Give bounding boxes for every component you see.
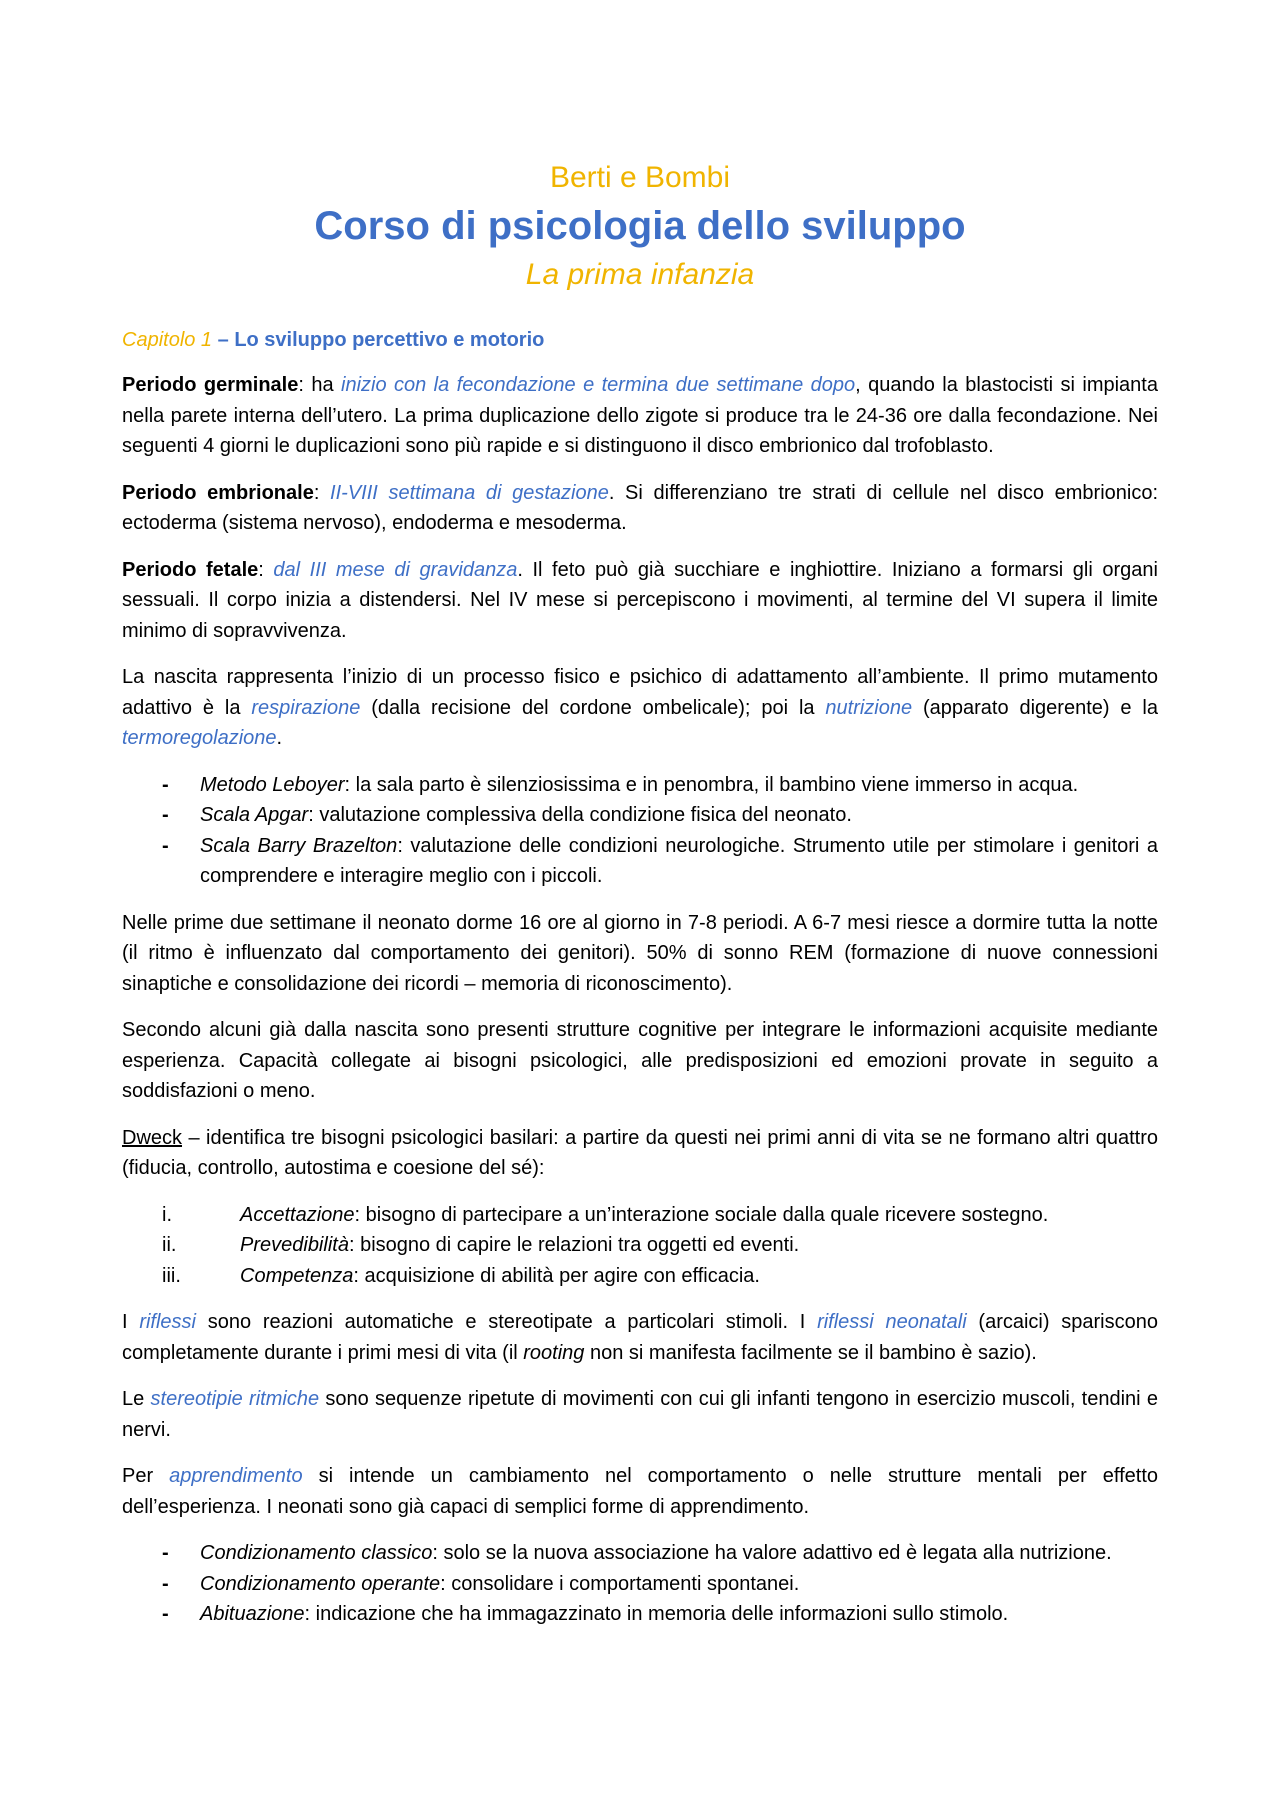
list-marker: - [162,834,169,857]
list-methods [122,770,1158,892]
page-subtitle: La prima infanzia [525,258,755,291]
term: Condizionamento classico [200,1542,433,1564]
paragraph-sleep: Nelle prime due settimane il neonato dorme 16 ore al giorno in 7-8 periodi. A 6-7 mesi riesce a dormire tutta la notte (il ritmo è influenzato dal comportamento dei genitori). 50% di sonno REM (formazione di nuove connessioni sinaptiche e consolidazione dei ricordi – memoria di riconoscimento). [122,911,1158,995]
term: Metodo Leboyer [200,773,345,796]
term: Abituazione [200,1603,305,1625]
paragraph-cognitive: Secondo alcuni già dalla nascita sono presenti strutture cognitive per integrare le informazioni acquisite mediante esperienza. Capacità collegate ai bisogni psicologici, alle predisposizioni ed emozioni provate in seguito a soddisfazioni o meno. [122,1019,1158,1102]
list-marker: - [162,1603,169,1625]
list-item: ii. Prevedibilità: bisogno di capire le relazioni tra oggetti ed eventi. [122,1230,1158,1261]
page-title: Corso di psicologia dello sviluppo [314,204,966,248]
highlight: apprendimento [169,1465,303,1487]
list-marker: - [162,804,169,826]
author-name: Dweck [122,1126,183,1149]
list-marker: ii. [162,1234,177,1256]
term: Scala Barry Brazelton [200,834,398,857]
term: Scala Apgar [200,804,309,826]
term: Condizionamento operante [200,1572,441,1595]
chapter-separator: – [212,329,235,351]
paragraph-learning: Per apprendimento si intende un cambiamento nel comportamento o nelle strutture mentali per effetto dell’esperienza. I neonati sono già capaci di semplici forme di apprendimento. [122,1465,1158,1518]
highlight: dal III mese di gravidanza [273,558,518,581]
list-marker: i. [162,1203,172,1226]
paragraph-embryonic: Periodo embrionale: II-VIII settimana di gestazione. Si differenziano tre strati di cellule nel disco embrionico: ectoderma (sistema nervoso), endoderma e mesoderma. [122,481,1159,534]
term: Periodo germinale [122,374,299,396]
list-marker: - [162,773,169,796]
highlight: II-VIII settimana di gestazione [330,481,609,504]
list-marker: - [162,1542,169,1564]
authors: Berti e Bombi [549,161,731,194]
list-item: - Abituazione: indicazione che ha immagazzinato in memoria delle informazioni sullo stimolo. [122,1599,1158,1630]
list-item: - Metodo Leboyer: la sala parto è silenziosissima e in penombra, il bambino viene immerso in acqua. [122,770,1158,801]
chapter-name: Lo sviluppo percettivo e motorio [234,329,545,351]
term: Accettazione [240,1203,355,1226]
highlight: riflessi [139,1311,196,1333]
list-marker: - [162,1572,169,1595]
list-learning [122,1538,1158,1630]
list-item: - Condizionamento classico: solo se la nuova associazione ha valore adattivo ed è legata alla nutrizione. [122,1538,1158,1569]
paragraph-reflexes: I riflessi sono reazioni automatiche e stereotipate a particolari stimoli. I riflessi neonatali (arcaici) spariscono completamente durante i primi mesi di vita (il rooting non si manifesta facilmente se il bambino è sazio). [122,1311,1158,1364]
paragraph-dweck: Dweck – identifica tre bisogni psicologici basilari: a partire da questi nei primi anni di vita se ne formano altri quattro (fiducia, controllo, autostima e coesione del sé): [122,1126,1158,1179]
highlight: inizio con la fecondazione e termina due settimane dopo [341,374,856,396]
list-item: - Scala Barry Brazelton: valutazione delle condizioni neurologiche. Strumento utile per stimolare i genitori a comprendere e interagire meglio con i piccoli. [122,831,1158,892]
chapter-label: Capitolo 1 [122,329,213,351]
paragraph-germinal: Periodo germinale: ha inizio con la fecondazione e termina due settimane dopo, quando la blastocisti si impianta nella parete interna dell’utero. La prima duplicazione dello zigote si produce tra le 24-36 ore dalla fecondazione. Nei seguenti 4 giorni le duplicazioni sono più rapide e si distinguono il disco embrionico dal trofoblasto. [122,374,1158,457]
list-marker: iii. [162,1264,181,1287]
highlight: stereotipie ritmiche [150,1388,320,1410]
term: Periodo embrionale [122,481,314,504]
paragraph-stereotypies: Le stereotipie ritmiche sono sequenze ripetute di movimenti con cui gli infanti tengono in esercizio muscoli, tendini e nervi. [122,1388,1158,1441]
paragraph-birth: La nascita rappresenta l’inizio di un processo fisico e psichico di adattamento all’ambiente. Il primo mutamento adattivo è la respirazione (dalla recisione del cordone ombelicale); poi la nutrizione (apparato digerente) e la termoregolazione. [122,666,1158,749]
document-header [122,158,1158,296]
italic-term: rooting [523,1341,585,1364]
list-item: i. Accettazione: bisogno di partecipare a un’interazione sociale dalla quale ricevere sostegno. [122,1200,1158,1231]
highlight: termoregolazione [122,727,277,749]
list-item: - Scala Apgar: valutazione complessiva della condizione fisica del neonato. [122,800,1158,831]
term: Competenza [240,1264,354,1287]
chapter-heading [122,326,1158,354]
term: Prevedibilità [240,1234,349,1256]
highlight: respirazione [251,696,361,719]
list-needs [122,1200,1158,1292]
highlight: nutrizione [825,696,913,719]
paragraph-fetal: Periodo fetale: dal III mese di gravidanza. Il feto può già succhiare e inghiottire. Iniziano a formarsi gli organi sessuali. Il corpo inizia a distendersi. Nel IV mese si percepiscono i movimenti, al termine del VI supera il limite minimo di sopravvivenza. [122,558,1158,642]
highlight: riflessi neonatali [817,1311,967,1333]
term: Periodo fetale [122,558,259,581]
list-item: - Condizionamento operante: consolidare i comportamenti spontanei. [122,1569,1158,1600]
list-item: iii. Competenza: acquisizione di abilità per agire con efficacia. [122,1261,1158,1292]
